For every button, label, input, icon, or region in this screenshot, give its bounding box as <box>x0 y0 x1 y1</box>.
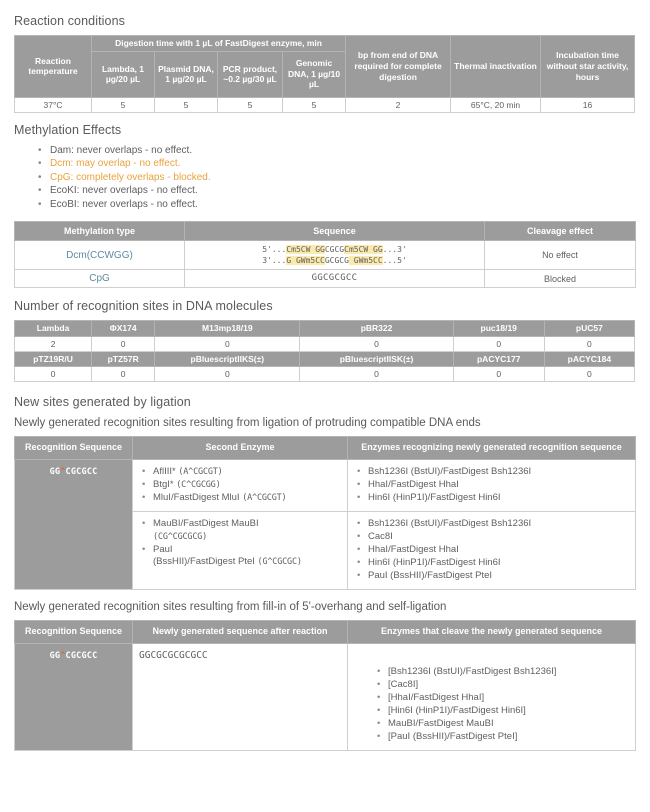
second-enzyme-list <box>139 518 341 569</box>
list-item: • HhaI/FastDigest HhaI <box>368 544 629 557</box>
value-cell: 0 <box>544 367 634 382</box>
header-cell: pACYC184 <box>544 351 634 367</box>
cell-second-enzyme-row2 <box>133 512 348 590</box>
fillin-table <box>14 620 636 751</box>
list-item: • Cac8I <box>368 531 629 544</box>
seq-middle: GCGCG <box>324 256 349 266</box>
list-item <box>153 466 341 479</box>
list-item: • [PauI (BssHII)/FastDigest PteI] <box>388 731 629 744</box>
list-item: • Hin6I (HinP1I)/FastDigest Hin6I <box>368 492 629 505</box>
methylation-table <box>14 221 636 288</box>
list-item: • EcoKI: never overlaps - no effect. <box>50 184 636 198</box>
page-title-methylation-effects: Methylation Effects <box>14 122 122 137</box>
value-cell: 0 <box>155 336 300 351</box>
list-item: • PauI (BssHII)/FastDigest PteI <box>368 570 629 583</box>
list-item: • [Bsh1236I (BstUI)/FastDigest Bsh1236I] <box>388 666 629 679</box>
list-item: • Bsh1236I (BstUI)/FastDigest Bsh1236I <box>368 518 629 531</box>
value-genomic: 5 <box>283 97 346 112</box>
header-cell: pBR322 <box>300 321 453 337</box>
cell-cleavage-effect-dcm: No effect <box>485 241 636 270</box>
page-title-new-sites: New sites generated by ligation <box>14 395 191 410</box>
value-incubation-time: 16 <box>541 97 635 112</box>
table-header-row <box>15 222 636 241</box>
reaction-conditions-table <box>14 35 635 113</box>
enzyme-name: MauBI/FastDigest MauBI <box>153 518 259 530</box>
sequence-top-strand <box>187 244 482 255</box>
table-header-row <box>15 351 635 367</box>
header-methylation-type: Methylation type <box>15 222 185 241</box>
header-newly-generated-sequence: Newly generated sequence after reaction <box>133 621 348 644</box>
methylation-name: Dcm <box>66 249 87 261</box>
recseq-prefix: GG <box>49 650 61 661</box>
page-title-reaction-conditions: Reaction conditions <box>14 14 125 28</box>
cell-sequence-cpg: GGCGCGCC <box>185 270 485 288</box>
value-cell: 0 <box>544 336 634 351</box>
cell-recognition-sequence <box>15 643 133 750</box>
list-item <box>153 518 341 543</box>
recognition-sequence-text <box>50 467 98 477</box>
seq-highlight-1: Cm5CW GG <box>286 245 325 255</box>
header-cell: pACYC177 <box>453 351 544 367</box>
value-cell: 0 <box>92 367 155 382</box>
subtitle-ligation-protruding: Newly generated recognition sites resulting from ligation of protruding compatible DNA ends <box>14 417 481 430</box>
list-item <box>153 479 341 492</box>
methylation-recognition-paren: (CCWGG) <box>86 249 133 261</box>
seq-suffix: ...5' <box>382 256 407 266</box>
cut-site-marker-icon: ^ <box>60 650 66 661</box>
list-item: • [Cac8I] <box>388 679 629 692</box>
value-cell: 0 <box>92 336 155 351</box>
value-pcr: 5 <box>218 97 283 112</box>
enzymes-list <box>354 518 629 583</box>
sequence-bottom-strand <box>187 255 482 266</box>
enzyme-name: BtgI* <box>153 479 177 491</box>
recseq-suffix: CGCGCC <box>65 650 98 661</box>
list-item: • Hin6I (HinP1I)/FastDigest Hin6I <box>368 557 629 570</box>
list-item: • [Hin6I (HinP1I)/FastDigest Hin6I] <box>388 705 629 718</box>
header-sequence: Sequence <box>185 222 485 241</box>
cell-second-enzyme-row1 <box>133 460 348 512</box>
table-row <box>15 97 635 112</box>
cell-methylation-type-dcm <box>15 241 185 270</box>
cell-enzymes-row2 <box>348 512 636 590</box>
value-cell: 0 <box>155 367 300 382</box>
cell-enzymes-cleave <box>348 643 636 750</box>
value-thermal-inactivation: 65°C, 20 min <box>451 97 541 112</box>
list-item: • CpG: completely overlaps - blocked. <box>50 171 636 185</box>
header-cell: ΦX174 <box>92 321 155 337</box>
list-item <box>153 544 341 569</box>
list-item: • HhaI/FastDigest HhaI <box>368 479 629 492</box>
header-recognition-sequence: Recognition Sequence <box>15 437 133 460</box>
table-row <box>15 336 635 351</box>
header-cell: Lambda <box>15 321 92 337</box>
subtitle-ligation-fillin: Newly generated recognition sites resulting from fill-in of 5'-overhang and self-ligation <box>14 601 447 614</box>
header-enzymes-recognizing: Enzymes recognizing newly generated recognition sequence <box>348 437 636 460</box>
cell-recognition-sequence <box>15 460 133 590</box>
seq-highlight-2: GWm5CC <box>348 256 383 266</box>
value-cell: 0 <box>15 367 92 382</box>
header-digestion-time: Digestion time with 1 µL of FastDigest enzyme, min <box>92 36 346 52</box>
cell-generated-sequence: GGCGCGCGCGCC <box>133 643 348 750</box>
page-title-recognition-sites: Number of recognition sites in DNA molecules <box>14 299 273 314</box>
recseq-prefix: GG <box>49 467 61 478</box>
enzyme-cut-sequence: (C^CGCGG) <box>176 480 221 491</box>
value-plasmid: 5 <box>155 97 218 112</box>
header-cell: pUC57 <box>544 321 634 337</box>
recognition-sequence-text <box>50 651 98 661</box>
header-cell: pTZ19R/U <box>15 351 92 367</box>
enzyme-name: AflIII* <box>153 466 179 478</box>
header-reaction-temperature: Reaction temperature <box>15 36 92 98</box>
header-cell: pBluescriptIIKS(±) <box>155 351 300 367</box>
table-row-dcm <box>15 241 636 270</box>
header-recognition-sequence: Recognition Sequence <box>15 621 133 644</box>
subheader-pcr: PCR product, ~0.2 µg/30 µL <box>218 51 283 97</box>
enzyme-cut-sequence: (G^CGCGC) <box>257 557 302 568</box>
seq-prefix: 3'... <box>262 256 287 266</box>
enzyme-name: PauI <box>153 543 173 555</box>
list-item: • Bsh1236I (BstUI)/FastDigest Bsh1236I <box>368 466 629 479</box>
table-header-row <box>15 36 635 52</box>
table-row <box>15 643 636 750</box>
recseq-suffix: CGCGCC <box>65 467 98 478</box>
seq-middle: CGCG <box>324 245 345 255</box>
enzymes-list <box>354 466 629 505</box>
seq-suffix: ...3' <box>382 245 407 255</box>
list-item <box>153 492 341 505</box>
seq-highlight-2: Cm5CW GG <box>344 245 383 255</box>
enzyme-cut-sequence: (A^CGCGT) <box>242 493 287 504</box>
table-row-cpg <box>15 270 636 288</box>
header-cell: pTZ57R <box>92 351 155 367</box>
value-cell: 0 <box>453 367 544 382</box>
seq-prefix: 5'... <box>262 245 287 255</box>
value-reaction-temperature: 37°C <box>15 97 92 112</box>
table-row <box>15 460 636 512</box>
header-second-enzyme: Second Enzyme <box>133 437 348 460</box>
table-header-row <box>15 321 635 337</box>
header-cell: M13mp18/19 <box>155 321 300 337</box>
value-lambda: 5 <box>92 97 155 112</box>
cell-enzymes-row1 <box>348 460 636 512</box>
methylation-name: CpG <box>89 273 110 285</box>
list-item: • Dcm: may overlap - no effect. <box>50 157 636 171</box>
recognition-sites-table <box>14 320 635 382</box>
enzyme-cut-sequence: (A^CGCGT) <box>178 467 223 478</box>
subheader-lambda: Lambda, 1 µg/20 µL <box>92 51 155 97</box>
header-bp-from-end: bp from end of DNA required for complete digestion <box>346 36 451 98</box>
header-incubation-time: Incubation time without star activity, hours <box>541 36 635 98</box>
cell-methylation-type-cpg <box>15 270 185 288</box>
header-thermal-inactivation: Thermal inactivation <box>451 36 541 98</box>
methylation-bullet-list <box>14 144 636 212</box>
header-cell: puc18/19 <box>453 321 544 337</box>
value-cell: 0 <box>300 336 453 351</box>
enzyme-name-cont: (BssHII)/FastDigest PteI <box>153 556 258 568</box>
list-item: • [HhaI/FastDigest HhaI] <box>388 692 629 705</box>
value-cell: 2 <box>15 336 92 351</box>
cut-site-marker-icon: ^ <box>60 467 66 478</box>
value-cell: 0 <box>453 336 544 351</box>
table-header-row <box>15 621 636 644</box>
list-item: • Dam: never overlaps - no effect. <box>50 144 636 158</box>
list-item: • MauBI/FastDigest MauBI <box>388 718 629 731</box>
subheader-plasmid: Plasmid DNA, 1 µg/20 µL <box>155 51 218 97</box>
second-enzyme-list <box>139 466 341 505</box>
header-cleavage-effect: Cleavage effect <box>485 222 636 241</box>
value-cell: 0 <box>300 367 453 382</box>
enzymes-list <box>374 666 629 744</box>
subheader-genomic: Genomic DNA, 1 µg/10 µL <box>283 51 346 97</box>
table-row <box>15 367 635 382</box>
cell-sequence-dcm <box>185 241 485 270</box>
table-header-row <box>15 437 636 460</box>
seq-highlight-1: G GWm5CC <box>286 256 325 266</box>
header-enzymes-cleave: Enzymes that cleave the newly generated sequence <box>348 621 636 644</box>
value-bp-from-end: 2 <box>346 97 451 112</box>
enzyme-cut-sequence: (CG^CGCGCG) <box>153 531 208 542</box>
list-item: • EcoBI: never overlaps - no effect. <box>50 198 636 212</box>
cell-cleavage-effect-cpg: Blocked <box>485 270 636 288</box>
ligation-table <box>14 436 636 590</box>
header-cell: pBluescriptIISK(±) <box>300 351 453 367</box>
enzyme-name: MluI/FastDigest MluI <box>153 492 243 504</box>
